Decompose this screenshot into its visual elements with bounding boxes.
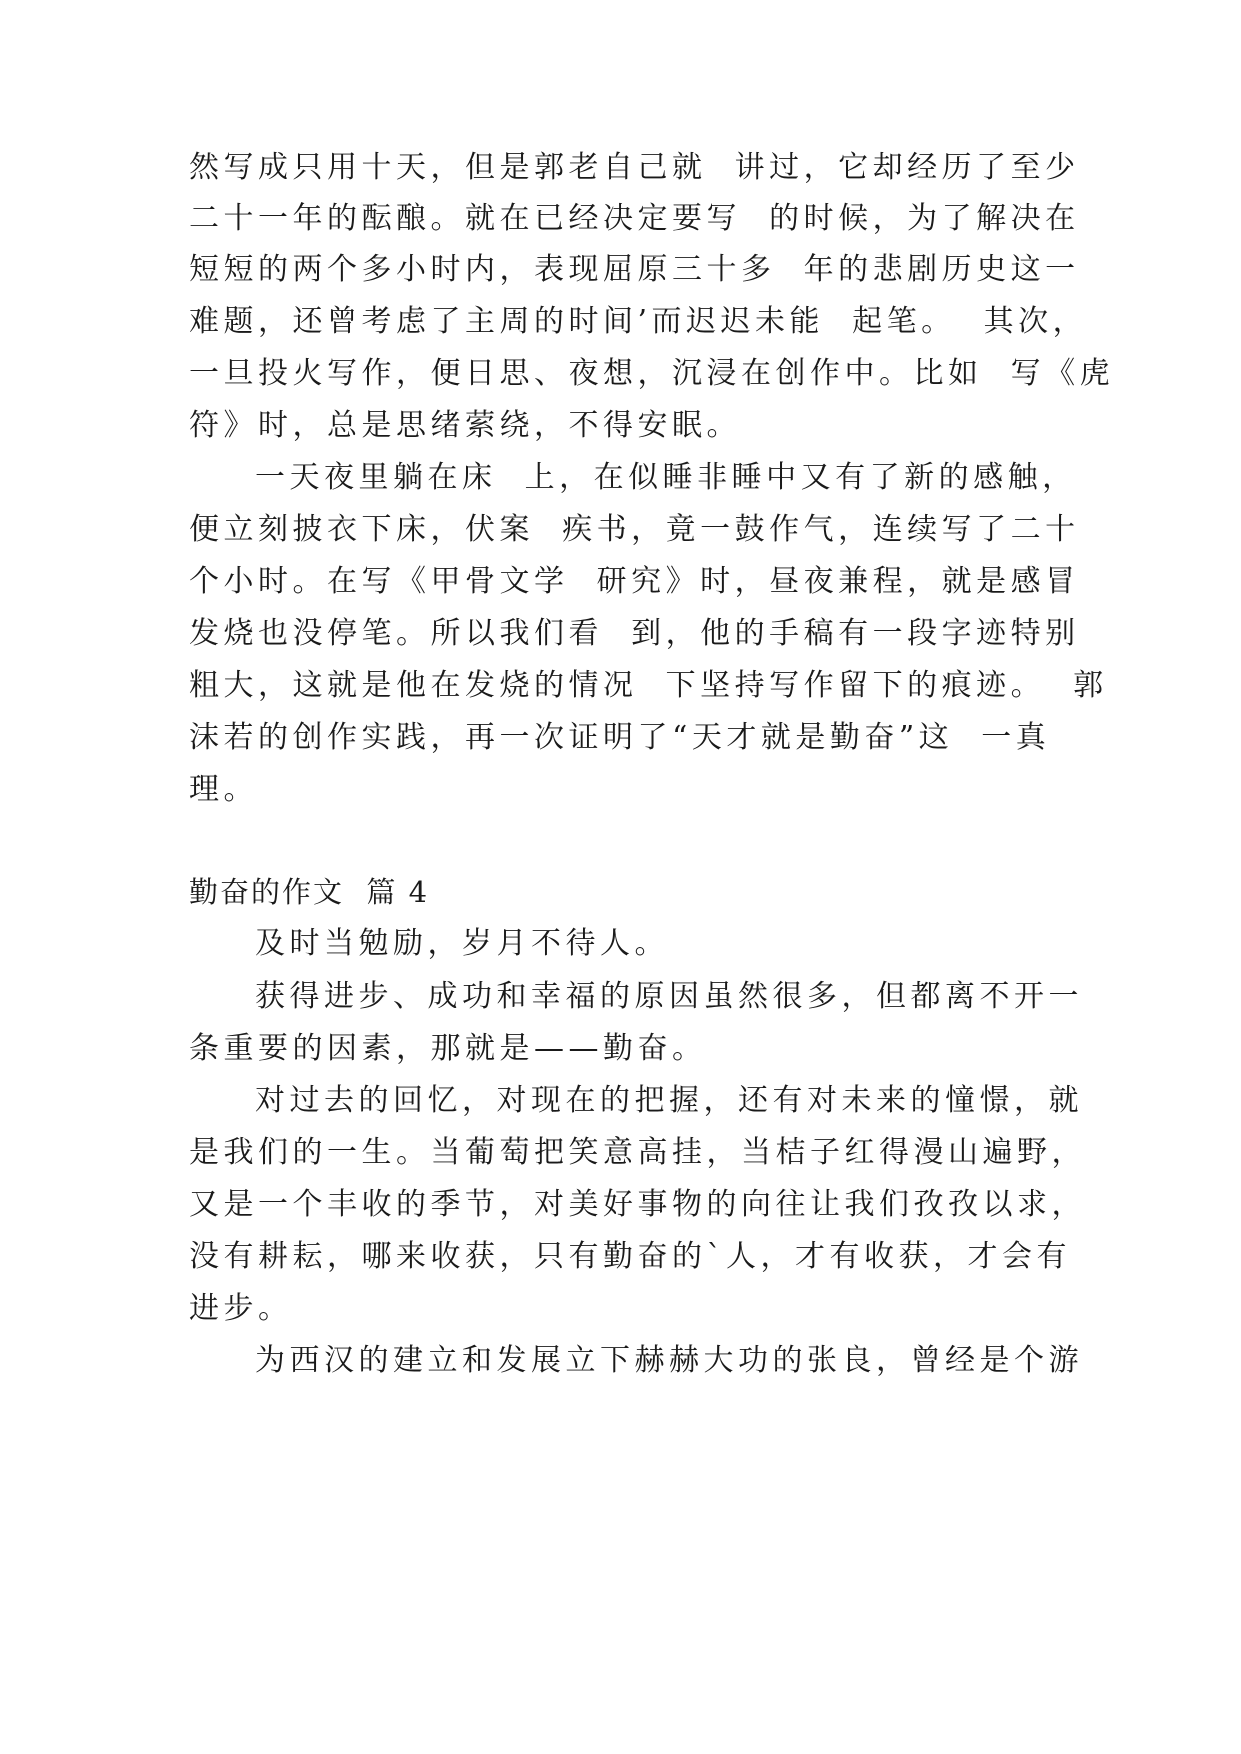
text-line: 条重要的因素，那就是——勤奋。 <box>189 1031 707 1066</box>
text-line: 是我们的一生。当葡萄把笑意高挂，当桔子红得漫山遍野， <box>189 1135 1086 1170</box>
paragraph-first-line: 获得进步、成功和幸福的原因虽然很多，但都离不开一 <box>255 979 1083 1014</box>
text-line: 又是一个丰收的季节，对美好事物的向往让我们孜孜以求， <box>189 1187 1086 1222</box>
paragraph-first-line: 及时当勉励，岁月不待人。 <box>255 926 669 961</box>
text-line: 一旦投火写作，便日思、夜想，沉浸在创作中。比如 写《虎 <box>189 356 1115 391</box>
text-line: 沫若的创作实践，再一次证明了“天才就是勤奋”这 一真 <box>189 720 1051 755</box>
text-line: 没有耕耘，哪来收获，只有勤奋的`人，才有收获，才会有 <box>189 1239 1071 1274</box>
section-title: 勤奋的作文 篇 4 <box>189 875 430 909</box>
text-line: 理。 <box>189 772 258 807</box>
paragraph-first-line: 一天夜里躺在床 上，在似睡非睡中又有了新的感触， <box>255 460 1077 495</box>
text-line: 然写成只用十天，但是郭老自己就 讲过，它却经历了至少 <box>189 150 1080 185</box>
paragraph-first-line: 对过去的回忆，对现在的把握，还有对未来的憧憬，就 <box>255 1083 1083 1118</box>
text-line: 发烧也没停笔。所以我们看 到，他的手稿有一段字迹特别 <box>189 616 1080 651</box>
text-line: 个小时。在写《甲骨文学 研究》时，昼夜兼程，就是感冒 <box>189 564 1080 599</box>
paragraph-first-line: 为西汉的建立和发展立下赫赫大功的张良，曾经是个游 <box>255 1343 1083 1378</box>
text-line: 短短的两个多小时内，表现屈原三十多 年的悲剧历史这一 <box>189 252 1080 287</box>
text-line: 难题，还曾考虑了主周的时间’而迟迟未能 起笔。 其次， <box>189 304 1088 339</box>
text-line: 便立刻披衣下床，伏案 疾书，竟一鼓作气，连续写了二十 <box>189 512 1080 547</box>
text-line: 符》时，总是思绪萦绕，不得安眠。 <box>189 408 741 443</box>
text-line: 进步。 <box>189 1291 293 1326</box>
text-line: 二十一年的酝酿。就在已经决定要写 的时候，为了解决在 <box>189 201 1080 236</box>
text-line: 粗大，这就是他在发烧的情况 下坚持写作留下的痕迹。 郭 <box>189 668 1108 703</box>
